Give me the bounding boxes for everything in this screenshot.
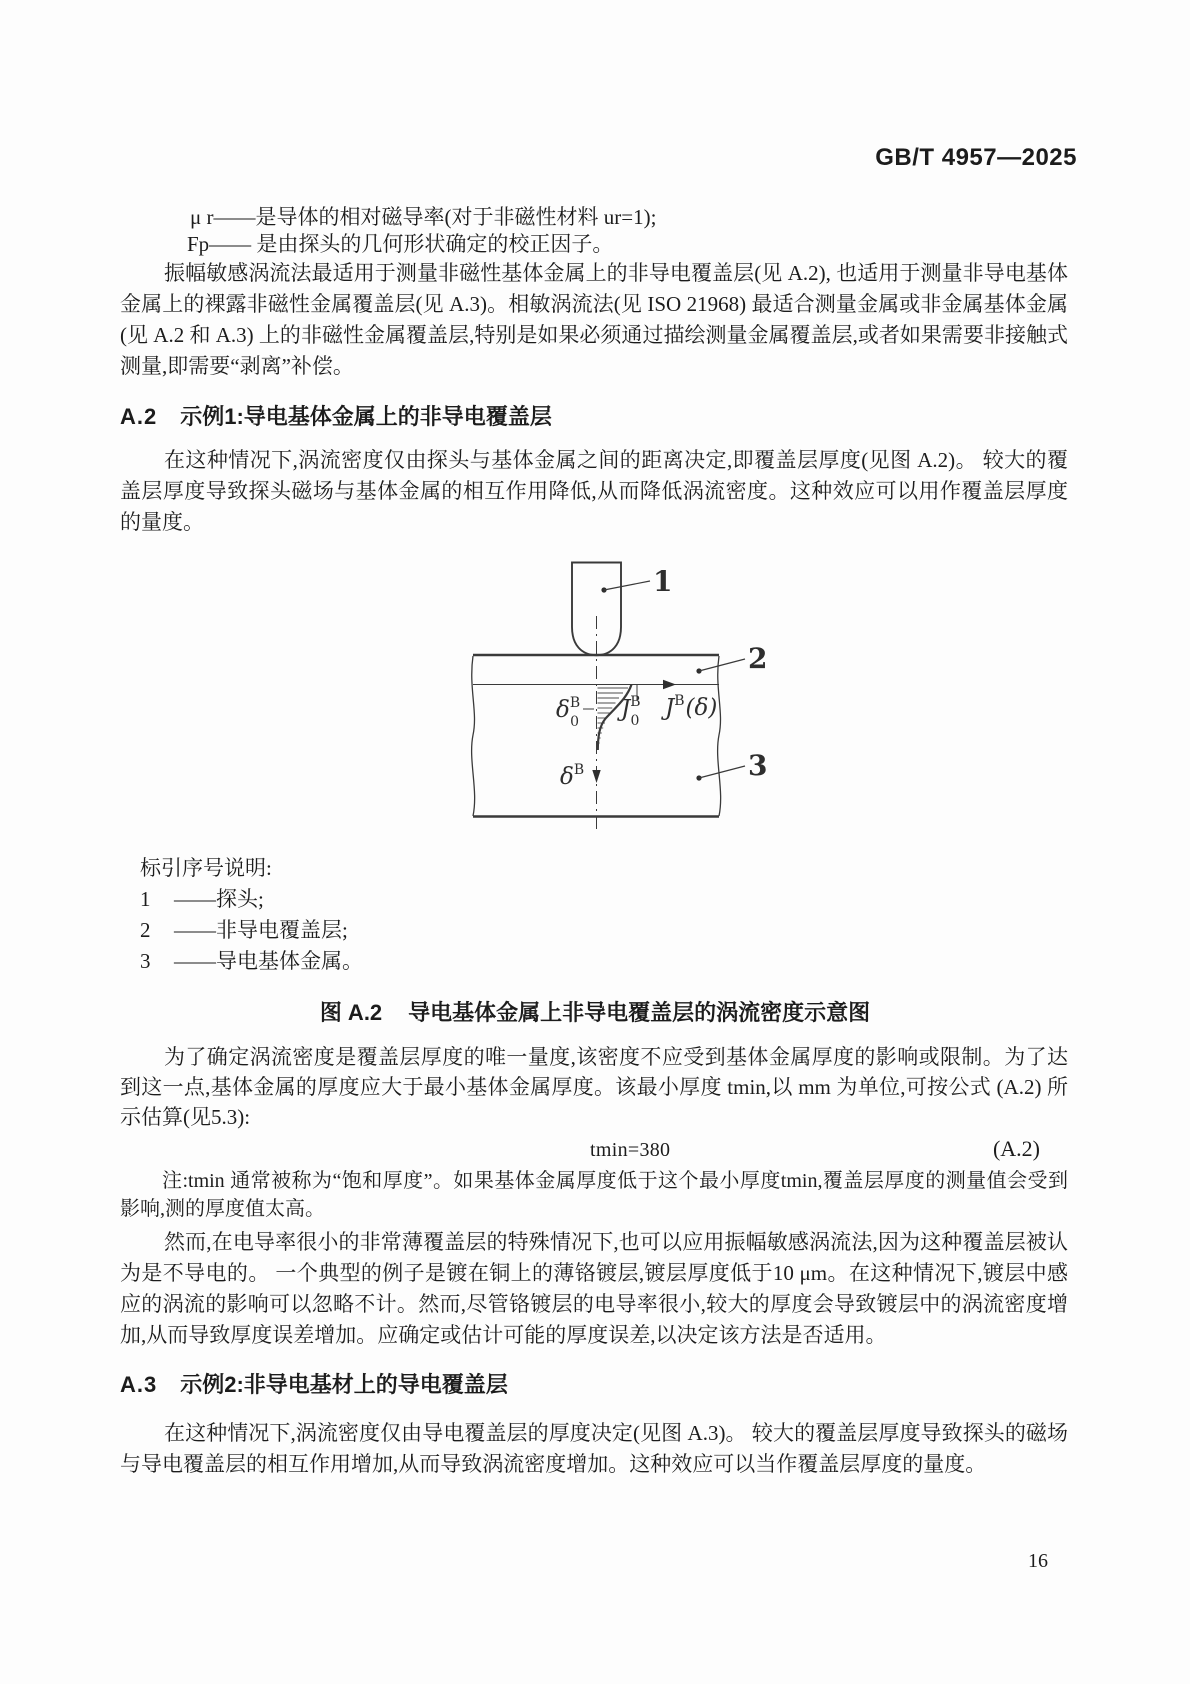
legend-item-text: ——导电基体金属。 — [174, 949, 363, 973]
figure-caption-label: 图 A.2 — [319, 1000, 383, 1025]
header-doc-code: GB/T 4957—2025 — [875, 144, 1077, 171]
legend-item-number: 2 — [140, 918, 151, 942]
centerline-arrowhead — [592, 770, 600, 783]
figure-label-j0: $J^B$ 0 — [621, 694, 641, 729]
legend-item-text: ——非导电覆盖层; — [174, 918, 348, 942]
legend-item — [140, 884, 363, 915]
figure-a2-diagram — [455, 550, 795, 845]
formula-body: tmin=380 — [590, 1139, 671, 1161]
figure-label-delta0: $\delta^B$ 0 — [556, 695, 581, 730]
leader-3 — [696, 766, 745, 781]
substrate-left-edge — [472, 656, 475, 816]
figure-caption — [0, 996, 1190, 1027]
legend-item — [140, 946, 363, 977]
paragraph-tmin: 为了确定涡流密度是覆盖层厚度的唯一量度,该密度不应受到基体金属厚度的影响或限制。为了达到这一点,基体金属的厚度应大于最小基体金属厚度。该最小厚度 tmin,以 mm 为单位,可按公式 (A.2) 所示估算(见5.3): — [120, 1045, 1068, 1129]
figure-legend — [140, 853, 363, 977]
section-a3-paragraph: 在这种情况下,涡流密度仅由导电覆盖层的厚度决定(见图 A.3)。 较大的覆盖层厚度导致探头的磁场与导电覆盖层的相互作用增加,从而导致涡流密度增加。这种效应可以当作覆盖层厚度的量度。 — [120, 1421, 1068, 1476]
definition-mu: μ r——是导体的相对磁导率(对于非磁性材料 ur=1); — [190, 205, 657, 229]
paragraph-thin-coatings: 然而,在电导率很小的非常薄覆盖层的特殊情况下,也可以应用振幅敏感涡流法,因为这种覆盖层被认为是不导电的。 一个典型的例子是镀在铜上的薄铬镀层,镀层厚度低于10 μm。在这种情况下,镀层中感应的涡流的影响可以忽略不计。然而,尽管铬镀层的电导率很小,较大的厚度会导致镀层中的涡流密度增加,从而导致厚度误差增加。应确定或估计可能的厚度误差,以决定该方法是否适用。 — [120, 1230, 1068, 1347]
legend-item-number: 3 — [140, 949, 151, 973]
legend-item-text: ——探头; — [174, 887, 264, 911]
section-a2-title: 示例1:导电基体金属上的非导电覆盖层 — [180, 404, 552, 429]
legend-item-number: 1 — [140, 887, 151, 911]
section-a2-paragraph: 在这种情况下,涡流密度仅由探头与基体金属之间的距离决定,即覆盖层厚度(见图 A.2)。 较大的覆盖层厚度导致探头磁场与基体金属的相互作用降低,从而降低涡流密度。这种效应可以用作覆盖层厚度的量度。 — [120, 448, 1068, 534]
leader-2 — [696, 659, 745, 674]
interface-arrowhead — [663, 680, 676, 689]
figure-label-3: 3 — [748, 749, 768, 782]
figure-label-1: 1 — [653, 565, 673, 598]
formula-number: (A.2) — [992, 1136, 1040, 1161]
paragraph-methods: 振幅敏感涡流法最适用于测量非磁性基体金属上的非导电覆盖层(见 A.2), 也适用于测量非导电基体金属上的裸露非磁性金属覆盖层(见 A.3)。相敏涡流法(见 ISO 21968) 最适合测量金属或非金属基体金属(见 A.2 和 A.3) 上的非磁性金属覆盖层,特别是如果必须通过描绘测量金属覆盖层,或者如果需要非接触式测量,即需要“剥离”补偿。 — [120, 261, 1068, 378]
figure-label-2: 2 — [748, 642, 768, 675]
section-a2-heading — [120, 400, 552, 431]
section-a2-label: A.2 — [120, 404, 158, 429]
figure-caption-title: 导电基体金属上非导电覆盖层的涡流密度示意图 — [408, 1000, 871, 1025]
figure-label-jdelta: $J^B(\delta)$ — [665, 693, 718, 721]
page-number: 16 — [1028, 1550, 1048, 1572]
figure-legend-title: 标引序号说明: — [140, 856, 272, 880]
definition-fp: Fp—— 是由探头的几何形状确定的校正因子。 — [187, 232, 614, 256]
section-a3-heading — [120, 1368, 508, 1399]
note-tmin: 注:tmin 通常被称为“饱和厚度”。如果基体金属厚度低于这个最小厚度tmin,覆盖层厚度的测量值会受到影响,测的厚度值太高。 — [120, 1170, 1068, 1220]
section-a3-title: 示例2:非导电基材上的导电覆盖层 — [180, 1372, 508, 1397]
legend-item — [140, 915, 363, 946]
figure-label-deltab: $\delta^B$ — [560, 762, 585, 790]
section-a3-label: A.3 — [120, 1372, 158, 1397]
leader-1 — [601, 581, 650, 593]
substrate-right-edge — [718, 656, 721, 816]
